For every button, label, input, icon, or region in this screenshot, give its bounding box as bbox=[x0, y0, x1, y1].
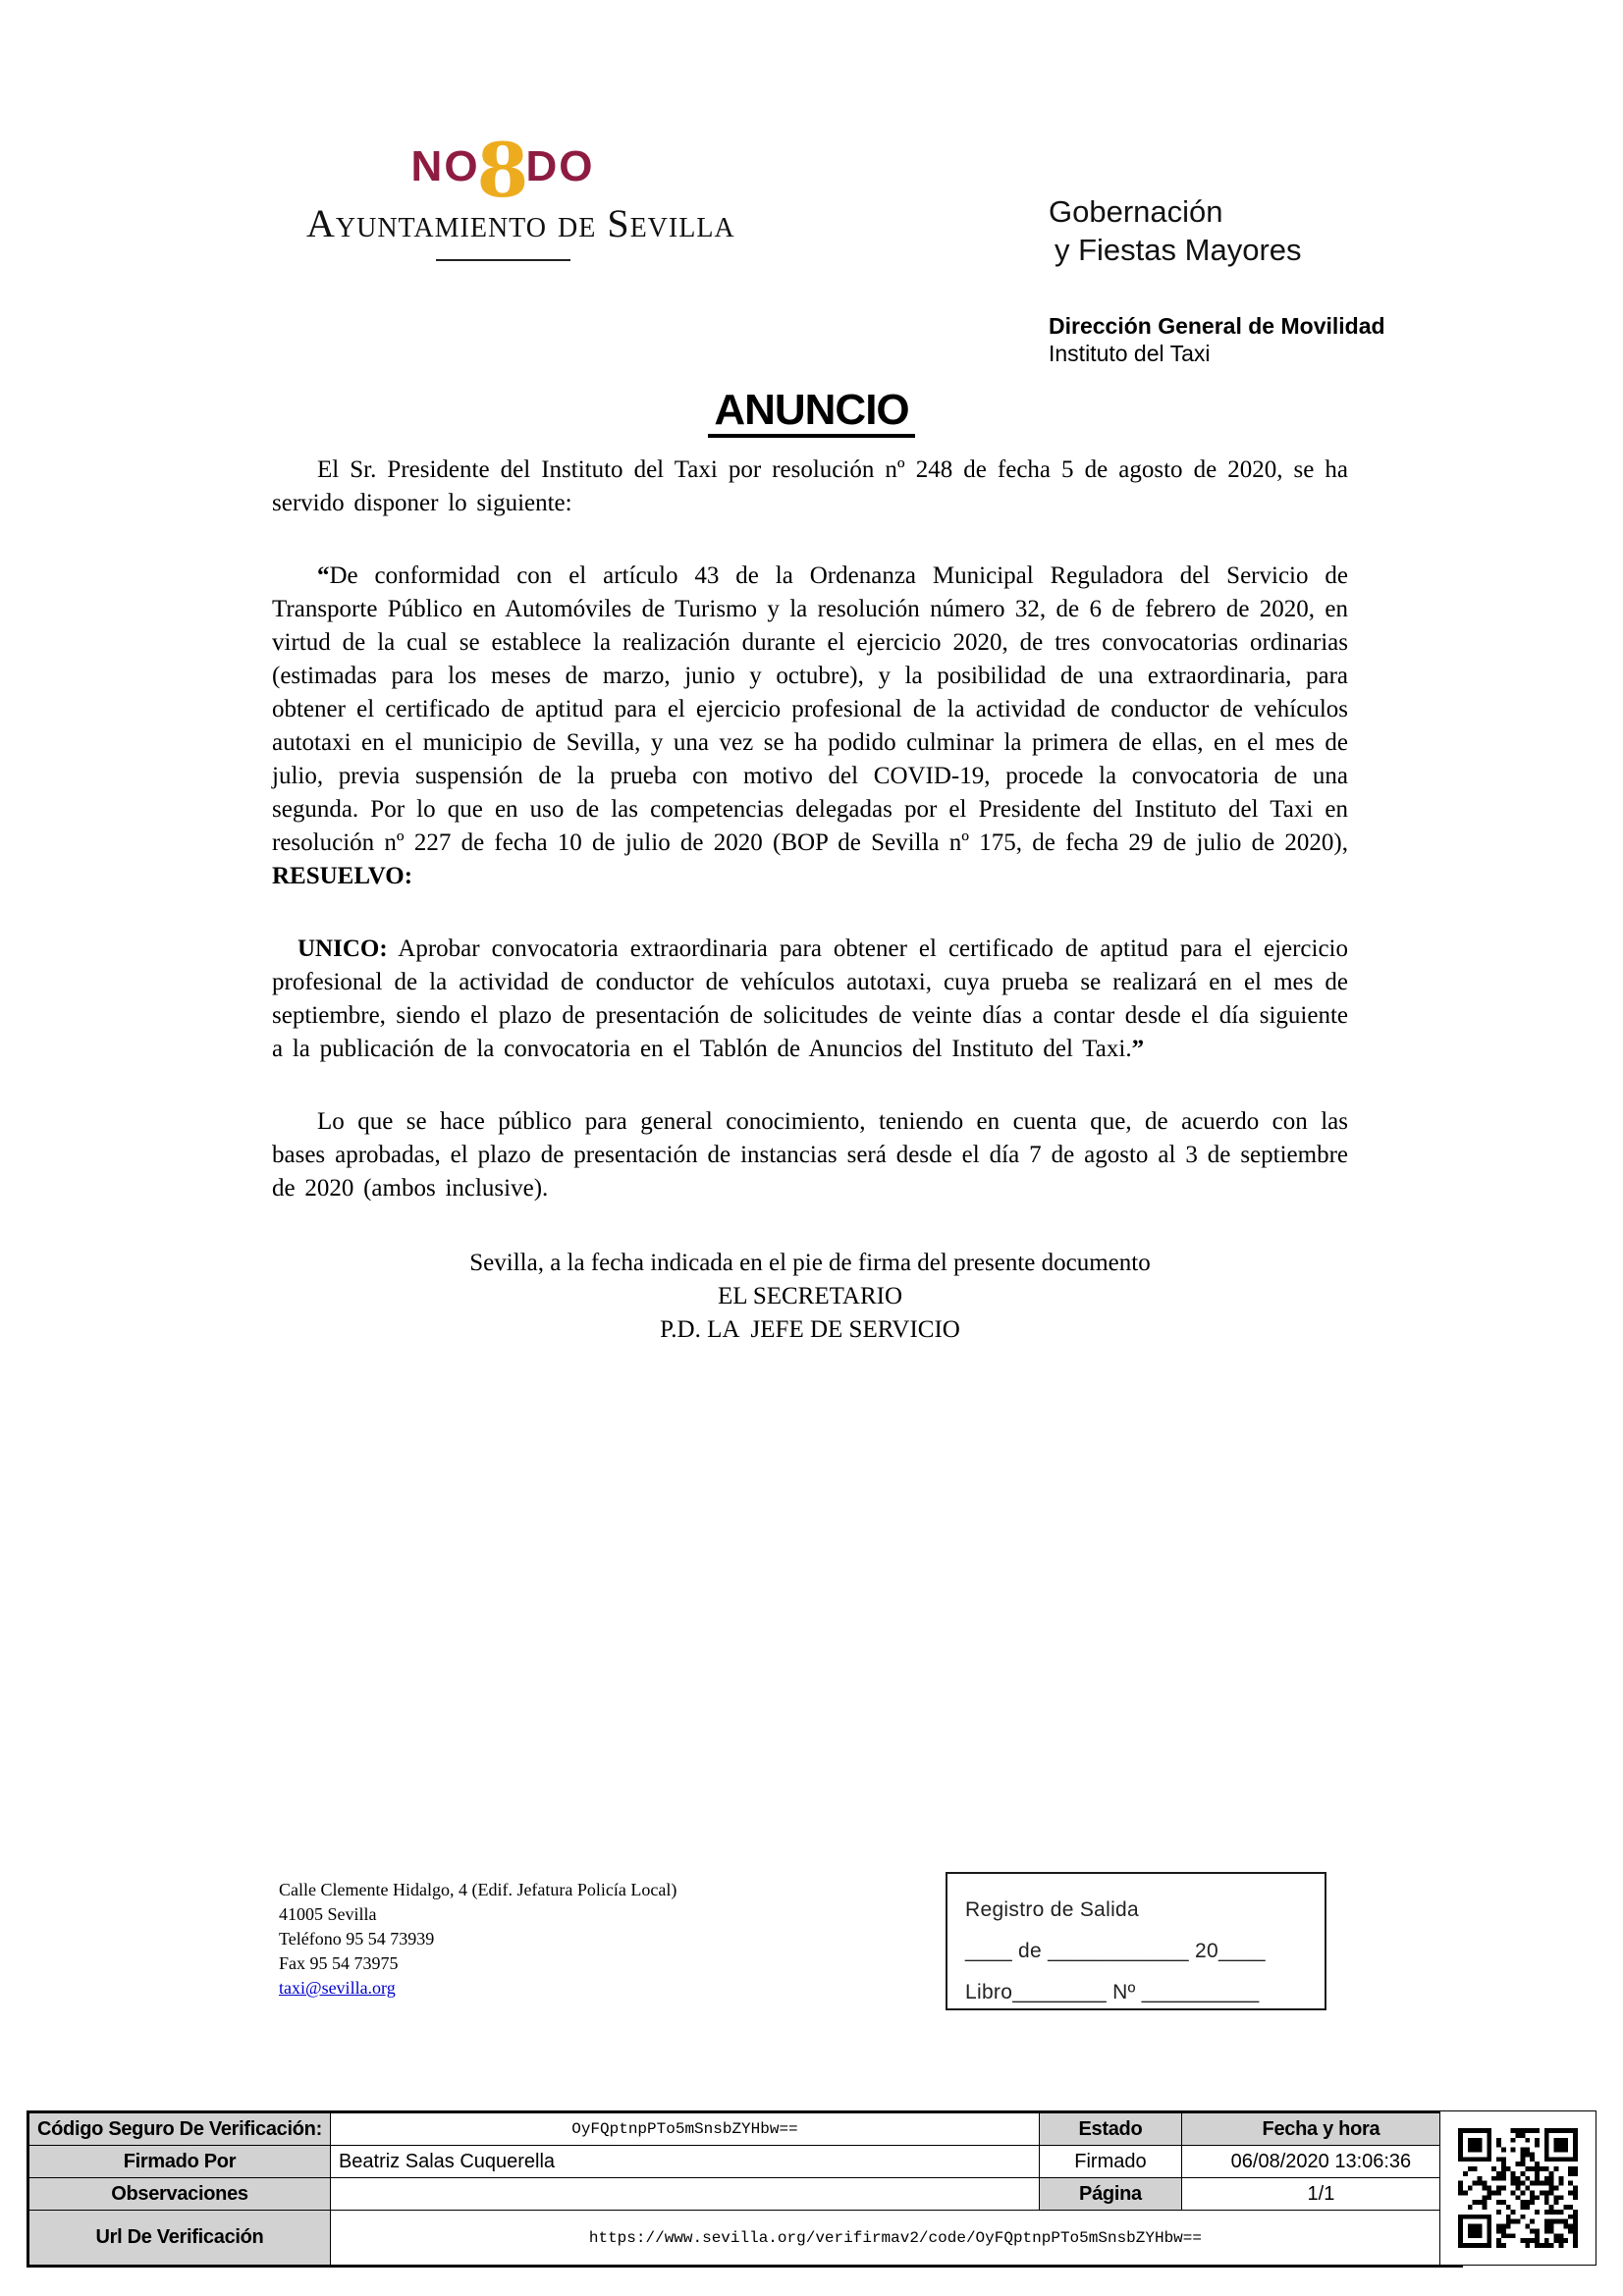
table-row bbox=[28, 2112, 1462, 2146]
firmado-por-label: Firmado Por bbox=[28, 2146, 331, 2178]
resolution-text: De conformidad con el artículo 43 de la Ordenanza Municipal Reguladora del Servicio de Transporte Público en Automóviles de Turismo y la resolución número 32, de 6 de febrero de 2020, en virtud de la cual se establece la realización durante el ejercicio 2020, de tres convocatorias ordinarias (estimadas para los meses de marzo, junio y octubre), y la posibilidad de una extraordinaria, para obtener el certificado de aptitud para el ejercicio profesional de la actividad de conductor de vehículos autotaxi en el municipio de Sevilla, y una vez se ha podido culminar la primera de ellas, en el mes de julio, previa suspensión de la prueba con motivo del COVID-19, procede la convocatoria de una segunda. Por lo que en uso de las competencias delegadas por el Presidente del Instituto del Taxi en resolución nº 227 de fecha 10 de julio de 2020 (BOP de Sevilla nº 175, de fecha 29 de julio de 2020), bbox=[272, 562, 1348, 856]
department-line2: y Fiestas Mayores bbox=[1055, 233, 1302, 267]
paragraph-resolution bbox=[272, 560, 1348, 893]
qr-code-image bbox=[1458, 2128, 1578, 2248]
registro-libro-line: Libro________ Nº __________ bbox=[965, 1981, 1260, 2003]
signature-delegate-line: P.D. LA JEFE DE SERVICIO bbox=[660, 1316, 960, 1343]
quote-open: “ bbox=[317, 562, 330, 589]
department-line1: Gobernación bbox=[1049, 194, 1223, 229]
url-value: https://www.sevilla.org/verifirmav2/code/OyFQptnpPTo5mSnsbZYHbw== bbox=[330, 2211, 1461, 2267]
address-fax: Fax 95 54 73975 bbox=[279, 1953, 399, 1973]
observaciones-label: Observaciones bbox=[28, 2178, 331, 2211]
logo-text-no: NO bbox=[410, 142, 480, 190]
page-title: ANUNCIO bbox=[708, 389, 914, 438]
signature-role-line: EL SECRETARIO bbox=[717, 1283, 903, 1309]
signature-block bbox=[272, 1247, 1348, 1347]
table-row bbox=[28, 2211, 1462, 2267]
logo-divider bbox=[436, 259, 570, 261]
csv-label: Código Seguro De Verificación: bbox=[28, 2112, 331, 2146]
paragraph-public-notice: Lo que se hace público para general conocimiento, teniendo en cuenta que, de acuerdo con las bases aprobadas, el plazo de presentación de instancias será desde el día 7 de agosto al 3 de septiembre de 2020 (ambos inclusive). bbox=[272, 1108, 1348, 1201]
verification-table bbox=[27, 2110, 1463, 2268]
fecha-header: Fecha y hora bbox=[1181, 2112, 1461, 2146]
qr-code bbox=[1439, 2110, 1596, 2266]
address-street: Calle Clemente Hidalgo, 4 (Edif. Jefatura Policía Local) bbox=[279, 1880, 677, 1899]
table-row bbox=[28, 2178, 1462, 2211]
department-instituto: Instituto del Taxi bbox=[1049, 341, 1211, 366]
resuelvo-label: RESUELVO: bbox=[272, 863, 413, 889]
pagina-value: 1/1 bbox=[1181, 2178, 1461, 2211]
fecha-value: 06/08/2020 13:06:36 bbox=[1181, 2146, 1461, 2178]
department-direccion: Dirección General de Movilidad bbox=[1049, 313, 1385, 339]
organization-name: Ayuntamiento de Sevilla bbox=[306, 201, 735, 245]
address-phone: Teléfono 95 54 73939 bbox=[279, 1929, 435, 1949]
registro-title: Registro de Salida bbox=[965, 1898, 1139, 1921]
table-row bbox=[28, 2146, 1462, 2178]
paragraph-intro: El Sr. Presidente del Instituto del Taxi por resolución nº 248 de fecha 5 de agosto de 2020, se ha servido disponer lo siguiente: bbox=[272, 456, 1348, 516]
city-logo-block bbox=[306, 127, 735, 261]
unico-label: UNICO: bbox=[298, 935, 388, 962]
registro-salida-box bbox=[946, 1872, 1326, 2010]
estado-value: Firmado bbox=[1039, 2146, 1181, 2178]
address-city: 41005 Sevilla bbox=[279, 1904, 377, 1924]
signature-place-line: Sevilla, a la fecha indicada en el pie de firma del presente documento bbox=[469, 1250, 1151, 1276]
email-link[interactable]: taxi@sevilla.org bbox=[279, 1978, 396, 1998]
firmado-por-value: Beatriz Salas Cuquerella bbox=[330, 2146, 1039, 2178]
csv-value: OyFQptnpPTo5mSnsbZYHbw== bbox=[330, 2112, 1039, 2146]
address-block bbox=[279, 1878, 676, 2001]
observaciones-value bbox=[330, 2178, 1039, 2211]
pagina-label: Página bbox=[1039, 2178, 1181, 2211]
url-label: Url De Verificación bbox=[28, 2211, 331, 2267]
unico-text: Aprobar convocatoria extraordinaria para obtener el certificado de aptitud para el ejercicio profesional de la actividad de conductor de vehículos autotaxi, cuya prueba se realizará en el mes de septiembre, siendo el plazo de presentación de solicitudes de veinte días a contar desde el día siguiente a la publicación de la convocatoria en el Tablón de Anuncios del Instituto del Taxi. bbox=[272, 935, 1348, 1062]
madeja-eight-icon: 8 bbox=[476, 127, 529, 214]
estado-header: Estado bbox=[1039, 2112, 1181, 2146]
registro-date-line: ____ de ____________ 20____ bbox=[965, 1940, 1266, 1962]
document-body bbox=[272, 454, 1348, 1347]
logo-text-do: DO bbox=[525, 142, 595, 190]
quote-close: ” bbox=[1131, 1036, 1145, 1062]
nosdo-logo bbox=[306, 127, 699, 214]
paragraph-unico bbox=[272, 933, 1348, 1066]
department-header bbox=[1049, 192, 1385, 367]
